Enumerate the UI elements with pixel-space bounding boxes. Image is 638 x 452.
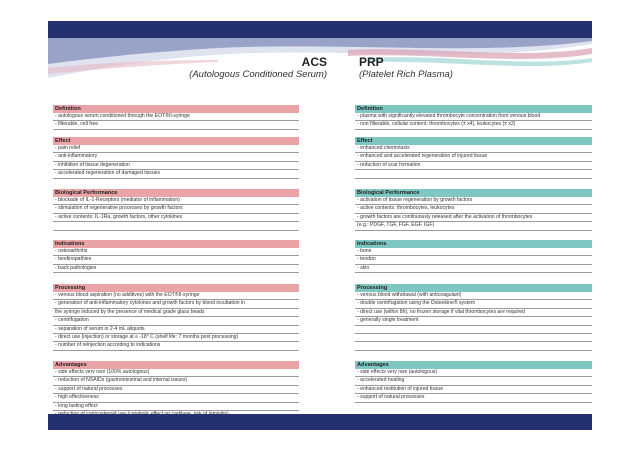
- list-item: - accelerated regeneration of damaged tissues: [53, 170, 299, 178]
- list-item: - accelerated healing: [355, 377, 592, 385]
- acs-title: ACS: [301, 55, 327, 69]
- section-title: Effect: [355, 137, 592, 145]
- acs-section-processing: [53, 284, 299, 351]
- poster: [48, 21, 592, 430]
- list-item: - enhanced chemotaxis: [355, 145, 592, 153]
- top-banner: [48, 21, 592, 38]
- list-item: - plasma with significantly elevated thrombocyte concentration from venous blood: [355, 113, 592, 121]
- list-item: - centrifugation: [53, 317, 299, 325]
- list-item: the syringe induced by the presence of medical grade glass beads: [53, 309, 299, 317]
- list-item: - reduction of scar formation: [355, 162, 592, 170]
- list-item: - non filterable, cellular content: thrombocytes (± x4), leukocytes (± x2): [355, 121, 592, 129]
- list-item: - venous blood aspiration (no additives) with the EOT®II-syringe: [53, 292, 299, 300]
- list-item: - back pathologies: [53, 265, 299, 273]
- section-title: Effect: [53, 137, 299, 145]
- acs-section-biological-performance: [53, 189, 299, 231]
- section-title: Biological Performance: [355, 189, 592, 197]
- section-title: Definition: [355, 105, 592, 113]
- section-title: Advantages: [53, 361, 299, 369]
- list-item: - active contents: IL-1Ra, growth factors, other cytokines: [53, 214, 299, 222]
- acs-section-effect: [53, 137, 299, 179]
- list-item: - support of natural processes: [355, 394, 592, 402]
- section-title: Processing: [355, 284, 592, 292]
- list-item: - filterable, cell free: [53, 121, 299, 129]
- list-item: - generation of anti-inflammatory cytokines and growth factors by blood incubation in: [53, 300, 299, 308]
- list-item: - bone: [355, 248, 592, 256]
- list-item: - direct use (injection) or storage at ≤ -18° C (shelf life: 7 months post processing): [53, 334, 299, 342]
- list-item: - direct use (within 8h), no frozen storage if vital thrombocytes are required: [355, 309, 592, 317]
- bottom-banner: [48, 414, 592, 430]
- prp-heading: [359, 56, 453, 80]
- list-item: - skin: [355, 265, 592, 273]
- list-item: - side effects very rare (autologous): [355, 369, 592, 377]
- list-item: - tendinopathies: [53, 256, 299, 264]
- prp-section-biological-performance: [355, 189, 592, 231]
- list-item: - anti-inflammatory: [53, 153, 299, 161]
- list-item: - stimulation of regenerative processes by growth factors: [53, 205, 299, 213]
- list-item: - activation of tissue regeneration by growth factors: [355, 197, 592, 205]
- section-title: Advantages: [355, 361, 592, 369]
- list-item: - active contents: thrombocytes, leukocytes: [355, 205, 592, 213]
- prp-section-processing: [355, 284, 592, 351]
- list-item: [355, 326, 592, 334]
- list-item: - long lasting effect: [53, 403, 299, 411]
- list-item: [355, 170, 592, 178]
- list-item: - enhanced restitution of injured tissue: [355, 386, 592, 394]
- acs-section-advantages: [53, 361, 299, 419]
- list-item: - double centrifugation using the Osteokine® system: [355, 300, 592, 308]
- section-title: Biological Performance: [53, 189, 299, 197]
- list-item: [53, 222, 299, 230]
- prp-section-effect: [355, 137, 592, 179]
- list-item: - support of natural processes: [53, 386, 299, 394]
- list-item: - enhanced and accelerated regeneration of injured tissue: [355, 153, 592, 161]
- list-item: (e.g.: PDGF, TGF, FGF, EGF, IGF): [355, 222, 592, 230]
- prp-title: PRP: [359, 55, 384, 69]
- list-item: - pain relief: [53, 145, 299, 153]
- section-title: Indications: [53, 240, 299, 248]
- list-item: - blockade of IL-1-Receptors (mediator of inflammation): [53, 197, 299, 205]
- list-item: - side effects very rare (100% autologous): [53, 369, 299, 377]
- list-item: - high effectiveness: [53, 394, 299, 402]
- list-item: - reduction of NSAIDs (gastrointestinal and internal issues): [53, 377, 299, 385]
- list-item: - number of reinjection according to indications: [53, 342, 299, 350]
- section-title: Processing: [53, 284, 299, 292]
- list-item: - inhibition of tissue degeneration: [53, 162, 299, 170]
- section-title: Indications: [355, 240, 592, 248]
- list-item: - separation of serum in 2-4 mL aliquots: [53, 326, 299, 334]
- list-item: - growth factors are continuously released after the activation of thrombocytes: [355, 214, 592, 222]
- list-item: - venous blood withdrawal (with anticoagulant): [355, 292, 592, 300]
- prp-subtitle: (Platelet Rich Plasma): [359, 69, 453, 80]
- list-item: - tendon: [355, 256, 592, 264]
- list-item: - osteoarthritis: [53, 248, 299, 256]
- prp-section-indications: [355, 240, 592, 273]
- list-item: - generally single treatment: [355, 317, 592, 325]
- list-item: - autologous serum conditioned through the EOT®II-syringe: [53, 113, 299, 121]
- prp-section-advantages: [355, 361, 592, 403]
- section-title: Definition: [53, 105, 299, 113]
- list-item: [355, 334, 592, 342]
- acs-section-definition: [53, 105, 299, 130]
- acs-section-indications: [53, 240, 299, 273]
- acs-heading: [189, 56, 327, 80]
- list-item: [355, 342, 592, 350]
- prp-section-definition: [355, 105, 592, 130]
- acs-subtitle: (Autologous Conditioned Serum): [189, 69, 327, 80]
